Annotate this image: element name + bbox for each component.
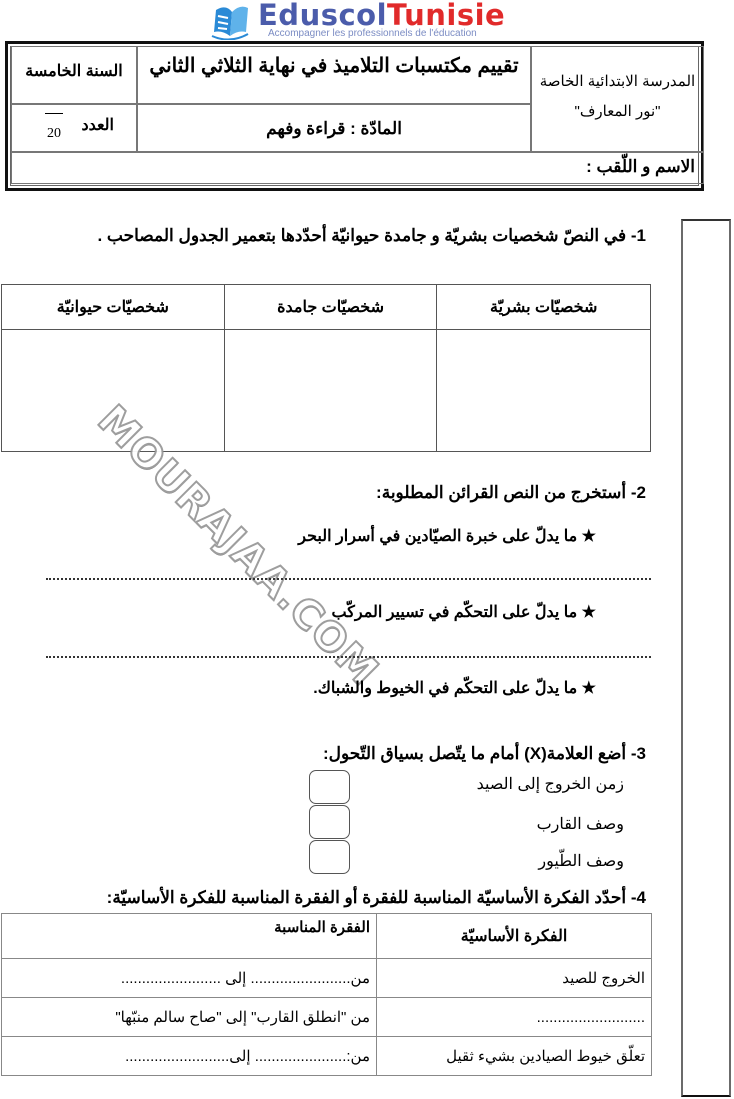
main-idea-cell: الخروج للصيد [377,959,652,998]
option-checkbox-3[interactable] [309,840,350,874]
column-animal-characters: شخصيّات حيوانيّة [2,285,225,330]
main-ideas-table [1,913,652,1076]
brand-tagline: Accompagner les professionnels de l'éducation [268,28,477,39]
student-name-field[interactable]: الاسم و اللّقب : [11,152,704,184]
table-row [2,998,652,1037]
question-1-prompt: 1- في النصّ شخصيات بشريّة و جامدة حيوانيّة أحدّدها بتعمير الجدول المصاحب . [97,226,646,245]
question-2-item-3: ★ ما يدلّ على التحكّم في الخيوط والشباك. [313,680,596,697]
question-2-item-1: ★ ما يدلّ على خبرة الصيّادين في أسرار البحر [298,528,596,545]
option-label-1: زمن الخروج إلى الصيد [476,776,624,793]
option-checkbox-2[interactable] [309,805,350,839]
answer-line-1[interactable] [46,574,651,580]
answer-human-characters[interactable] [437,330,651,452]
watermark: MOURAJAA.COM [88,396,388,696]
school-name [531,46,704,152]
answer-line-2[interactable] [46,652,651,658]
grade-fraction[interactable] [44,113,64,142]
main-idea-cell[interactable]: .......................... [377,998,652,1037]
paragraph-cell[interactable]: من:...................... إلى......................... [2,1037,377,1076]
school-name-line1: المدرسة الابتدائية الخاصة [539,73,696,90]
subject: المادّة : قراءة وفهم [137,104,531,152]
brand-eduscol: Eduscol [258,0,388,32]
option-checkbox-1[interactable] [309,770,350,804]
school-name-line2: "نور المعارف" [574,103,661,120]
grade-box [11,104,137,152]
eduscol-logo [208,0,518,40]
question-4-prompt: 4- أحدّد الفكرة الأساسيّة المناسبة للفقرة أو الفقرة المناسبة للفكرة الأساسيّة: [106,888,646,907]
school-year: السنة الخامسة [11,46,137,104]
option-label-2: وصف القارب [536,816,624,833]
question-2-item-2: ★ ما يدلّ على التحكّم في تسيير المركّب [331,604,596,621]
book-logo-icon [210,2,250,40]
answer-inanimate-characters[interactable] [224,330,437,452]
column-human-characters: شخصيّات بشريّة [437,285,651,330]
table-row [2,959,652,998]
exam-header [5,41,704,191]
question-2-prompt: 2- أستخرج من النص القرائن المطلوبة: [376,483,646,502]
table-row [2,1037,652,1076]
grade-label: العدد [81,117,114,134]
paragraph-cell[interactable]: من........................ إلى ........................ [2,959,377,998]
question-3-prompt: 3- أضع العلامة(X) أمام ما يتّصل بسياق التّحول: [322,744,646,763]
paragraph-cell: من "انطلق القارب" إلى "صاح سالم منبّها" [2,998,377,1037]
option-label-3: وصف الطّيور [538,853,624,870]
main-idea-cell: تعلّق خيوط الصيادين بشيء ثقيل [377,1037,652,1076]
brand-tunisie: Tunisie [387,0,506,32]
exam-title: تقييم مكتسبات التلاميذ في نهاية الثلاثي الثاني [137,46,531,104]
column-main-idea: الفكرة الأساسيّة [377,914,652,959]
column-inanimate-characters: شخصيّات جامدة [224,285,437,330]
grade-denominator: 20 [47,126,61,141]
column-paragraph: الفقرة المناسبة [2,914,377,959]
grading-margin-box [681,219,731,1097]
